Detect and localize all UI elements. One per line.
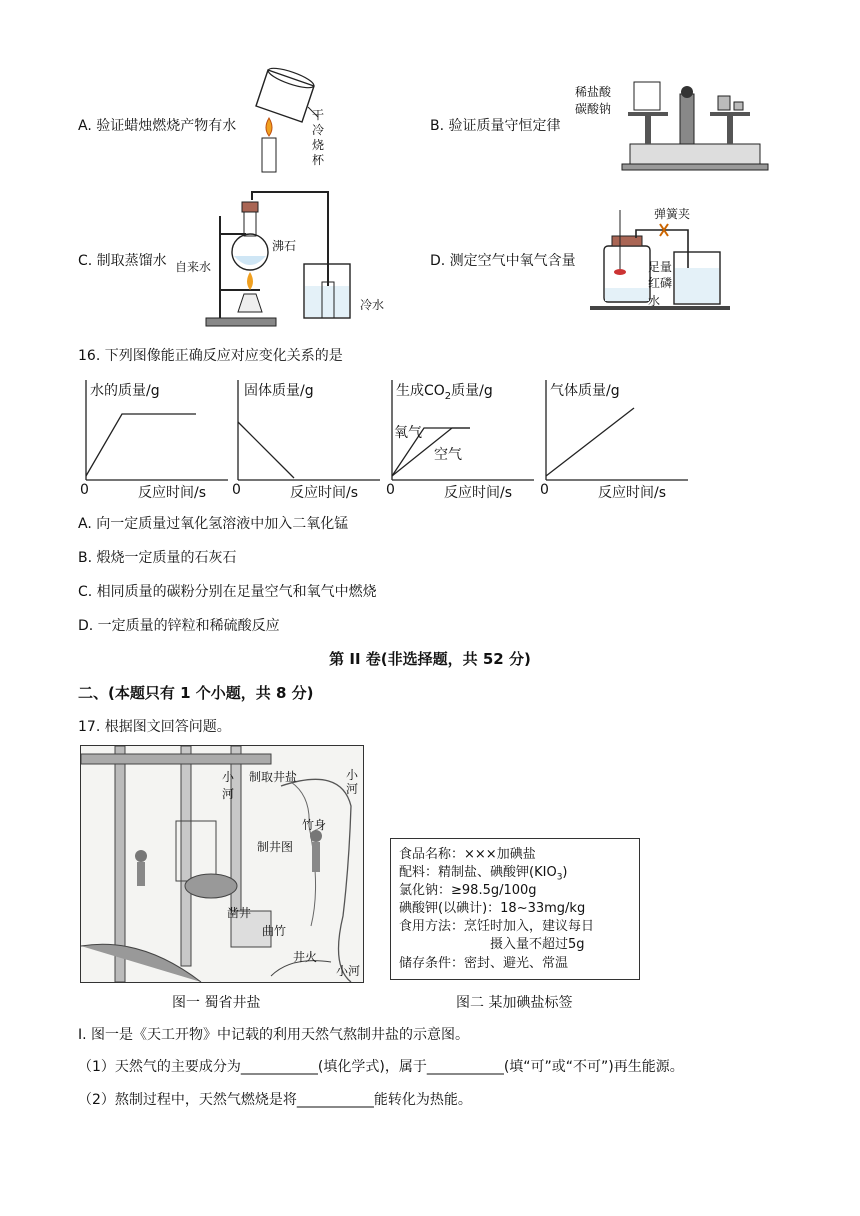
fig1-tag-1: 制取井盐 [249,770,298,784]
figure-2-caption: 图二 某加碘盐标签 [456,995,573,1011]
fig1-tag-2: 小河 [222,770,235,801]
q16-option-b: B. 煅烧一定质量的石灰石 [78,550,237,566]
label-line-4: 碘酸钾(以碘计)：18~33mg/kg [399,901,586,916]
spring-clip-tag: 弹簧夹 [654,207,691,221]
enough-tag: 足量 [648,260,673,274]
graph-4-origin: 0 [540,482,549,498]
fig1-tag-3: 小河 [346,768,359,796]
figure-2-salt-label [390,838,640,980]
dry-cold-beaker-tag: 干冷烧杯 [312,108,325,167]
option-c-label: C. 制取蒸馏水 [78,253,167,269]
graph-3-origin: 0 [386,482,395,498]
figure-1-caption: 图一 蜀省井盐 [172,995,261,1011]
balance-diagram [600,74,770,174]
figure-1-salt-well [80,745,364,983]
q16-option-c: C. 相同质量的碳粉分别在足量空气和氧气中燃烧 [78,584,377,600]
curve-4 [546,408,634,476]
graph-3-air-tag: 空气 [434,447,462,463]
part-two-header: 二、(本题只有 1 个小题，共 8 分) [78,684,314,702]
graph-4-ylabel: 气体质量/g [550,383,620,399]
q17-sub-1: （1）天然气的主要成分为___________(填化学式)，属于___________(填“可”或“不可”)再生能源。 [78,1059,684,1075]
option-d-label: D. 测定空气中氧气含量 [430,253,576,269]
label-line-3: 氯化钠：≥98.5g/100g [399,883,537,898]
candle-flame-icon [262,118,276,172]
fig1-tag-4: 竹身 [302,818,327,832]
label-line-5: 食用方法：烹饪时加入，建议每日 [399,919,595,934]
label-line-6: 摄入量不超过5g [490,937,585,952]
curve-2 [238,422,294,478]
graph-3-ylabel: 生成$CO_2$质量/g [396,383,493,402]
water-tag: 水 [648,294,661,308]
gas-bottle-icon [604,210,650,302]
graph-2-ylabel: 固体质量/g [244,383,314,399]
curve-1 [86,414,196,476]
label-line-2: 配料：精制盐、碘酸钾$(KIO_3)$ [399,865,568,883]
q17-intro: I. 图一是《天工开物》中记载的利用天然气熬制井盐的示意图。 [78,1027,470,1043]
q17-sub-2: （2）熬制过程中，天然气燃烧是将___________能转化为热能。 [78,1092,472,1108]
graph-1 [80,378,230,501]
hydrochloric-acid-tag: 稀盐酸 [575,85,612,99]
label-line-7: 储存条件：密封、避光、常温 [399,956,569,971]
q16-option-a: A. 向一定质量过氧化氢溶液中加入二氧化锰 [78,516,349,532]
graph-2 [232,378,382,501]
balance-icon [622,82,768,170]
graph-3-xlabel: 反应时间/s [444,485,513,501]
graph-1-origin: 0 [80,482,89,498]
fig1-tag-9: 小河 [336,964,361,978]
graph-3 [386,378,536,501]
q16-option-d: D. 一定质量的锌粒和稀硫酸反应 [78,618,280,634]
fig1-tag-5: 制井图 [257,840,294,854]
q17-stem: 17. 根据图文回答问题。 [78,719,231,735]
beaker-icon [256,65,316,122]
option-b-label: B. 验证质量守恒定律 [430,118,561,134]
label-line-1: 食品名称：×××加碘盐 [399,847,536,862]
graph-4 [540,378,690,501]
fig1-tag-6: 凿井 [227,906,252,920]
graph-3-oxygen-tag: 氧气 [394,425,422,441]
graph-2-xlabel: 反应时间/s [290,485,359,501]
q16-stem: 16. 下列图像能正确反应对应变化关系的是 [78,348,343,364]
option-a-label: A. 验证蜡烛燃烧产物有水 [78,118,237,134]
cold-water-tag: 冷水 [360,298,385,312]
graph-1-ylabel: 水的质量/g [90,383,160,399]
boiling-stone-tag: 沸石 [272,239,297,253]
fig1-tag-7: 曲竹 [262,924,287,938]
water-beaker-icon [674,252,720,304]
section-title: 第 II 卷(非选择题，共 52 分) [329,650,531,668]
graph-2-origin: 0 [232,482,241,498]
sodium-carbonate-tag: 碳酸钠 [575,102,612,116]
burner-icon [238,272,262,312]
graph-1-xlabel: 反应时间/s [138,485,207,501]
graph-4-xlabel: 反应时间/s [598,485,667,501]
fig1-tag-8: 井火 [293,950,318,964]
tap-water-tag: 自来水 [175,260,212,274]
flask-icon [232,202,268,270]
red-phosphorus-tag: 红磷 [648,276,673,290]
